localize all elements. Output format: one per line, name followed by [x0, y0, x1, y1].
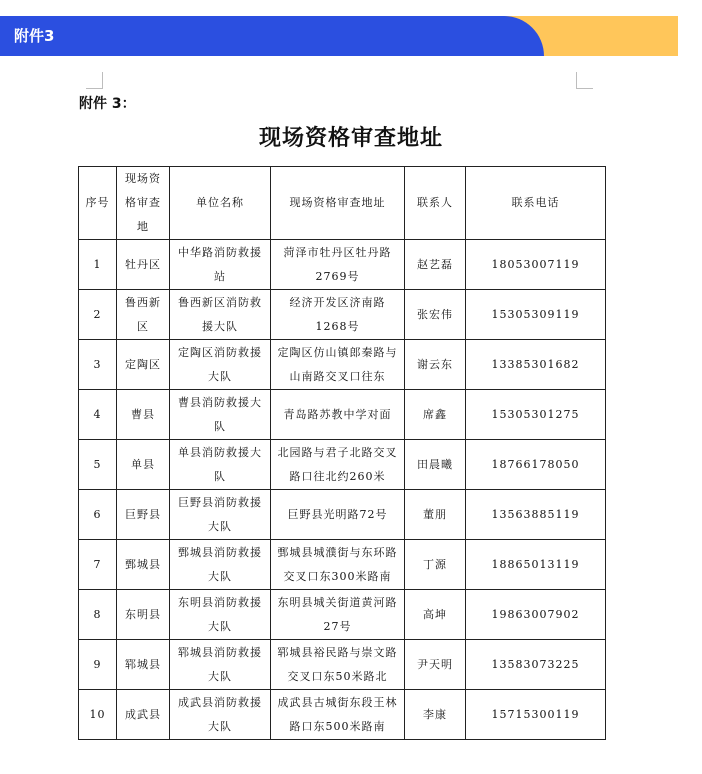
cell-address: 成武县古城街东段王林路口东500米路南 [271, 690, 405, 740]
cell-contact: 李康 [405, 690, 466, 740]
cell-no: 5 [79, 440, 117, 490]
header-banner [0, 16, 678, 56]
cell-address: 青岛路苏教中学对面 [271, 390, 405, 440]
attachment-label: 附件 3： [79, 96, 136, 112]
cell-phone: 18865013119 [466, 540, 606, 590]
cell-area: 巨野县 [117, 490, 170, 540]
cell-contact: 高坤 [405, 590, 466, 640]
cell-phone: 18053007119 [466, 240, 606, 290]
cell-unit: 鲁西新区消防救援大队 [170, 290, 271, 340]
cell-area: 曹县 [117, 390, 170, 440]
header-phone: 联系电话 [466, 167, 606, 240]
cell-phone: 18766178050 [466, 440, 606, 490]
banner-blue-tab [0, 16, 544, 56]
table-row [79, 640, 606, 690]
banner-label: 附件3 [14, 27, 55, 45]
cell-address: 菏泽市牡丹区牡丹路2769号 [271, 240, 405, 290]
cell-contact: 田晨曦 [405, 440, 466, 490]
cell-no: 4 [79, 390, 117, 440]
table-row [79, 490, 606, 540]
header-unit: 单位名称 [170, 167, 271, 240]
cell-area: 定陶区 [117, 340, 170, 390]
cell-area: 成武县 [117, 690, 170, 740]
cell-phone: 15305301275 [466, 390, 606, 440]
cell-area: 郓城县 [117, 640, 170, 690]
cell-unit: 巨野县消防救援大队 [170, 490, 271, 540]
cell-contact: 丁源 [405, 540, 466, 590]
table-row [79, 390, 606, 440]
cell-no: 8 [79, 590, 117, 640]
cell-contact: 赵艺磊 [405, 240, 466, 290]
cell-phone: 15715300119 [466, 690, 606, 740]
cell-phone: 13385301682 [466, 340, 606, 390]
cell-phone: 13563885119 [466, 490, 606, 540]
cell-unit: 成武县消防救援大队 [170, 690, 271, 740]
cell-unit: 东明县消防救援大队 [170, 590, 271, 640]
table-row [79, 690, 606, 740]
header-no: 序号 [79, 167, 117, 240]
cell-area: 东明县 [117, 590, 170, 640]
cell-address: 定陶区仿山镇郎秦路与山南路交叉口往东 [271, 340, 405, 390]
header-contact: 联系人 [405, 167, 466, 240]
cell-contact: 董朋 [405, 490, 466, 540]
address-table [78, 166, 606, 740]
header-area: 现场资格审查地 [117, 167, 170, 240]
cell-unit: 单县消防救援大队 [170, 440, 271, 490]
page-corner-mark-left [86, 72, 103, 89]
cell-address: 经济开发区济南路1268号 [271, 290, 405, 340]
cell-address: 郓城县裕民路与崇文路交叉口东50米路北 [271, 640, 405, 690]
table-row [79, 290, 606, 340]
cell-area: 牡丹区 [117, 240, 170, 290]
document-title: 现场资格审查地址 [258, 125, 443, 151]
table-row [79, 440, 606, 490]
cell-no: 7 [79, 540, 117, 590]
header-address: 现场资格审查地址 [271, 167, 405, 240]
cell-phone: 19863007902 [466, 590, 606, 640]
cell-contact: 尹天明 [405, 640, 466, 690]
cell-address: 鄄城县城濮街与东环路交叉口东300米路南 [271, 540, 405, 590]
table-row [79, 540, 606, 590]
cell-unit: 鄄城县消防救援大队 [170, 540, 271, 590]
cell-address: 北园路与君子北路交叉路口往北约260米 [271, 440, 405, 490]
table-row [79, 340, 606, 390]
page-corner-mark-right [576, 72, 593, 89]
cell-contact: 席鑫 [405, 390, 466, 440]
cell-unit: 曹县消防救援大队 [170, 390, 271, 440]
cell-area: 单县 [117, 440, 170, 490]
cell-area: 鲁西新区 [117, 290, 170, 340]
cell-no: 2 [79, 290, 117, 340]
cell-contact: 张宏伟 [405, 290, 466, 340]
cell-area: 鄄城县 [117, 540, 170, 590]
cell-unit: 定陶区消防救援大队 [170, 340, 271, 390]
cell-phone: 13583073225 [466, 640, 606, 690]
cell-no: 9 [79, 640, 117, 690]
cell-unit: 郓城县消防救援大队 [170, 640, 271, 690]
cell-no: 10 [79, 690, 117, 740]
cell-phone: 15305309119 [466, 290, 606, 340]
cell-unit: 中华路消防救援站 [170, 240, 271, 290]
cell-address: 巨野县光明路72号 [271, 490, 405, 540]
cell-no: 6 [79, 490, 117, 540]
cell-address: 东明县城关街道黄河路27号 [271, 590, 405, 640]
cell-no: 1 [79, 240, 117, 290]
cell-contact: 谢云东 [405, 340, 466, 390]
table-header-row [79, 167, 606, 240]
table-row [79, 590, 606, 640]
table-row [79, 240, 606, 290]
cell-no: 3 [79, 340, 117, 390]
